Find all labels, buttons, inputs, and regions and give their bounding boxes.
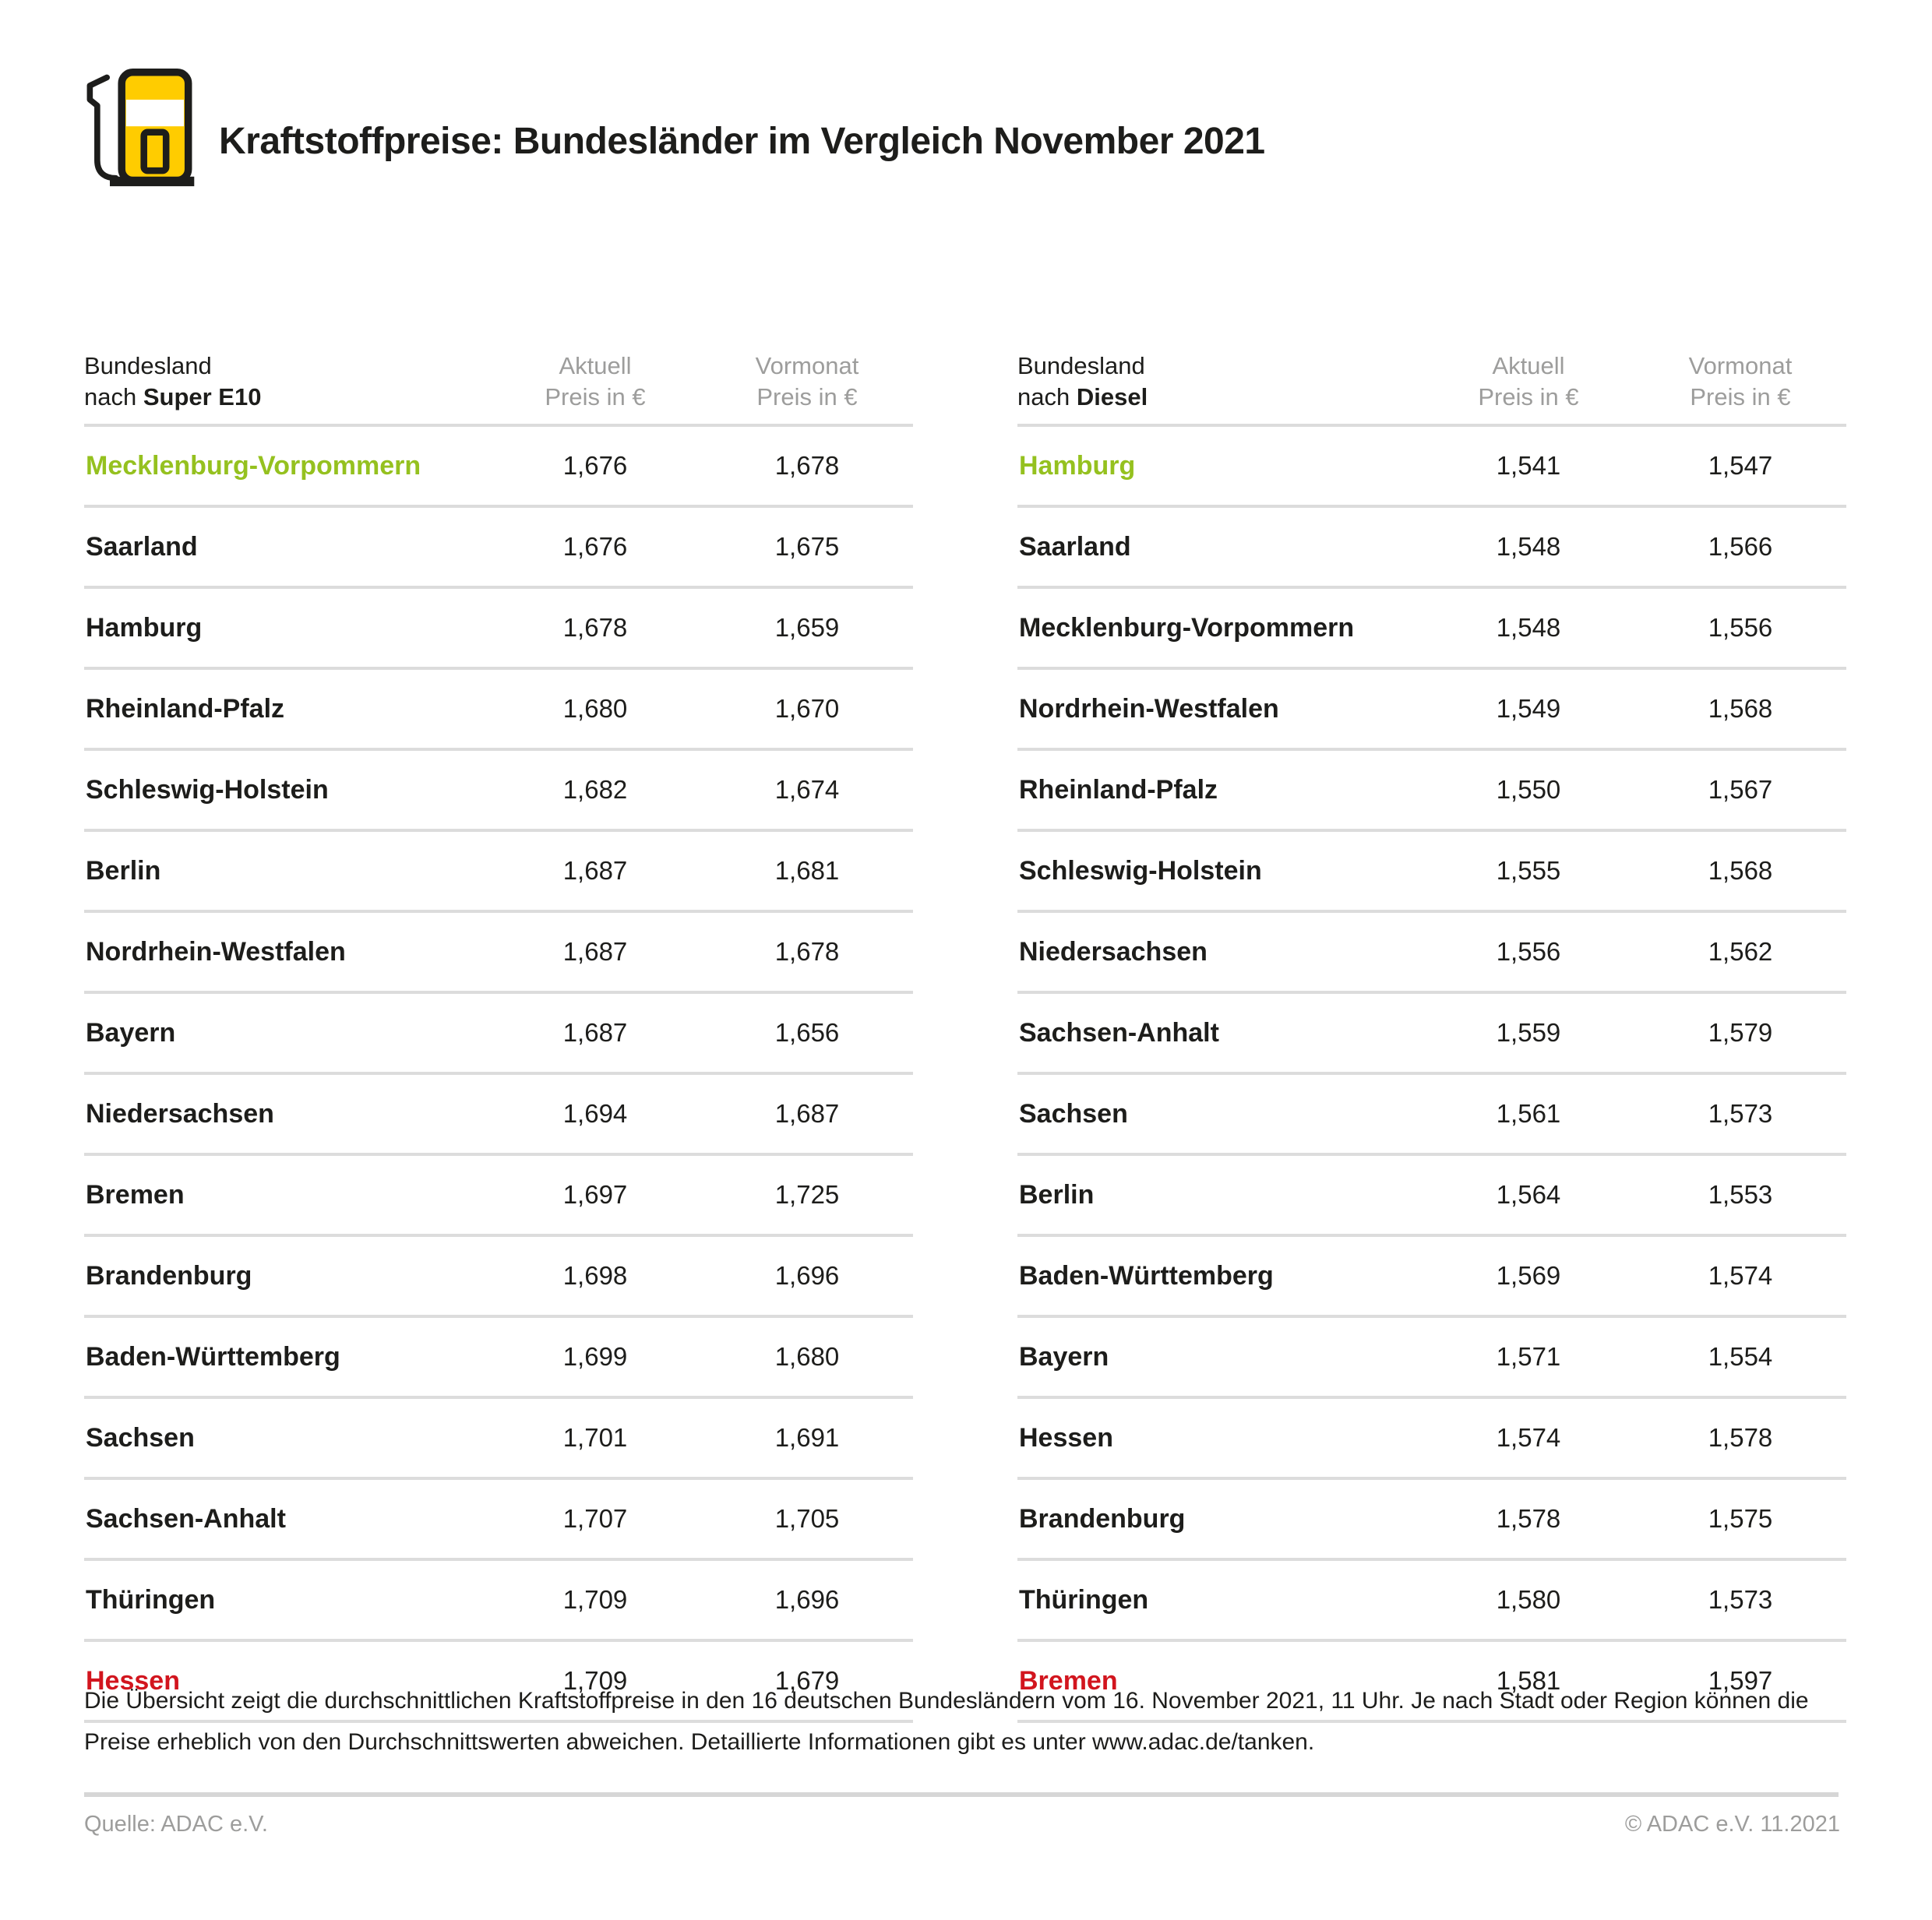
- header-line-2: nach Super E10: [84, 383, 262, 410]
- state-name: Sachsen-Anhalt: [1019, 1017, 1219, 1048]
- column-header-vormonat: Vormonat Preis in €: [1688, 352, 1793, 410]
- state-name: Bayern: [86, 1017, 176, 1048]
- current-price: 1,564: [1496, 1180, 1561, 1209]
- current-price: 1,699: [562, 1342, 628, 1371]
- previous-month-price: 1,659: [774, 613, 840, 642]
- current-price: 1,680: [562, 694, 628, 723]
- column-header-bundesland: [1017, 351, 1423, 413]
- current-price: 1,697: [562, 1180, 628, 1209]
- previous-month-price: 1,556: [1708, 613, 1773, 642]
- table-row: [84, 1237, 913, 1318]
- current-price: 1,694: [562, 1099, 628, 1128]
- previous-month-price: 1,579: [1708, 1018, 1773, 1047]
- source-label: Quelle: ADAC e.V.: [84, 1812, 268, 1837]
- table-row: [1017, 508, 1846, 589]
- previous-month-price: 1,696: [774, 1261, 840, 1290]
- state-name: Rheinland-Pfalz: [1019, 774, 1218, 805]
- table-row: [1017, 1237, 1846, 1318]
- table-header: [1017, 351, 1846, 427]
- previous-month-price: 1,554: [1708, 1342, 1773, 1371]
- current-price: 1,676: [562, 532, 628, 561]
- previous-month-price: 1,574: [1708, 1261, 1773, 1290]
- table-row: [1017, 1156, 1846, 1237]
- state-name: Sachsen-Anhalt: [86, 1503, 286, 1534]
- table-row: [1017, 1075, 1846, 1156]
- current-price: 1,687: [562, 856, 628, 885]
- header-line-2: nach Diesel: [1017, 383, 1148, 410]
- previous-month-price: 1,725: [774, 1180, 840, 1209]
- state-name: Bayern: [1019, 1341, 1109, 1372]
- state-name: Nordrhein-Westfalen: [86, 936, 346, 967]
- state-name: Bremen: [1019, 1665, 1118, 1696]
- previous-month-price: 1,568: [1708, 856, 1773, 885]
- table-row: [1017, 1561, 1846, 1642]
- current-price: 1,550: [1496, 775, 1561, 804]
- footnote-line-2: Preise erheblich von den Durchschnittswerten abweichen. Detaillierte Informationen gibt es unter www.adac.de/tanken.: [84, 1729, 1315, 1755]
- current-price: 1,709: [562, 1585, 628, 1614]
- column-header-aktuell: Aktuell Preis in €: [1478, 352, 1579, 410]
- header-line-1: Bundesland: [84, 352, 212, 379]
- current-price: 1,561: [1496, 1099, 1561, 1128]
- state-name: Bremen: [86, 1179, 185, 1210]
- previous-month-price: 1,656: [774, 1018, 840, 1047]
- table-row: [1017, 1480, 1846, 1561]
- state-name: Sachsen: [1019, 1098, 1128, 1129]
- header: [80, 64, 1265, 193]
- state-name: Hamburg: [86, 612, 203, 643]
- current-price: 1,682: [562, 775, 628, 804]
- previous-month-price: 1,678: [774, 451, 840, 480]
- state-name: Nordrhein-Westfalen: [1019, 693, 1279, 724]
- previous-month-price: 1,573: [1708, 1585, 1773, 1614]
- previous-month-price: 1,670: [774, 694, 840, 723]
- column-header-aktuell: Aktuell Preis in €: [545, 352, 646, 410]
- table-row: [1017, 589, 1846, 670]
- table-row: [1017, 832, 1846, 913]
- table-row: [84, 751, 913, 832]
- table-row: [84, 1075, 913, 1156]
- current-price: 1,701: [562, 1423, 628, 1452]
- current-price: 1,581: [1496, 1666, 1561, 1695]
- state-name: Brandenburg: [86, 1260, 252, 1291]
- state-name: Berlin: [86, 855, 161, 886]
- previous-month-price: 1,562: [1708, 937, 1773, 966]
- previous-month-price: 1,578: [1708, 1423, 1773, 1452]
- copyright-label: © ADAC e.V. 11.2021: [1624, 1812, 1840, 1837]
- current-price: 1,580: [1496, 1585, 1561, 1614]
- current-price: 1,678: [562, 613, 628, 642]
- current-price: 1,574: [1496, 1423, 1561, 1452]
- current-price: 1,687: [562, 937, 628, 966]
- table-super-e10: [84, 351, 913, 1723]
- state-name: Mecklenburg-Vorpommern: [86, 450, 421, 481]
- table-row: [1017, 1318, 1846, 1399]
- table-body: [1017, 427, 1846, 1723]
- previous-month-price: 1,705: [774, 1504, 840, 1533]
- previous-month-price: 1,696: [774, 1585, 840, 1614]
- table-row: [84, 670, 913, 751]
- state-name: Hamburg: [1019, 450, 1136, 481]
- previous-month-price: 1,674: [774, 775, 840, 804]
- fuel-pump-icon: [80, 64, 199, 193]
- table-row: [84, 427, 913, 508]
- previous-month-price: 1,675: [774, 532, 840, 561]
- state-name: Sachsen: [86, 1422, 195, 1453]
- state-name: Schleswig-Holstein: [1019, 855, 1262, 886]
- previous-month-price: 1,678: [774, 937, 840, 966]
- state-name: Hessen: [1019, 1422, 1113, 1453]
- table-row: [84, 1399, 913, 1480]
- state-name: Rheinland-Pfalz: [86, 693, 285, 724]
- state-name: Saarland: [1019, 531, 1131, 562]
- table-row: [1017, 751, 1846, 832]
- previous-month-price: 1,573: [1708, 1099, 1773, 1128]
- previous-month-price: 1,566: [1708, 532, 1773, 561]
- current-price: 1,698: [562, 1261, 628, 1290]
- table-row: [1017, 427, 1846, 508]
- previous-month-price: 1,553: [1708, 1180, 1773, 1209]
- table-row: [84, 994, 913, 1075]
- previous-month-price: 1,568: [1708, 694, 1773, 723]
- footnote-line-1: Die Übersicht zeigt die durchschnittlichen Kraftstoffpreise in den 16 deutschen Bundesländern vom 16. November 2021, 11 Uhr. Je nach Stadt oder Region können die: [84, 1688, 1809, 1714]
- table-header: [84, 351, 913, 427]
- state-name: Hessen: [86, 1665, 180, 1696]
- state-name: Mecklenburg-Vorpommern: [1019, 612, 1355, 643]
- table-row: [1017, 994, 1846, 1075]
- footer-divider: [84, 1792, 1839, 1797]
- state-name: Niedersachsen: [86, 1098, 274, 1129]
- state-name: Schleswig-Holstein: [86, 774, 329, 805]
- previous-month-price: 1,679: [774, 1666, 840, 1695]
- current-price: 1,569: [1496, 1261, 1561, 1290]
- current-price: 1,556: [1496, 937, 1561, 966]
- current-price: 1,707: [562, 1504, 628, 1533]
- column-header-bundesland: [84, 351, 489, 413]
- previous-month-price: 1,681: [774, 856, 840, 885]
- current-price: 1,571: [1496, 1342, 1561, 1371]
- previous-month-price: 1,597: [1708, 1666, 1773, 1695]
- column-header-vormonat: Vormonat Preis in €: [755, 352, 859, 410]
- previous-month-price: 1,687: [774, 1099, 840, 1128]
- table-row: [1017, 670, 1846, 751]
- state-name: Niedersachsen: [1019, 936, 1208, 967]
- header-line-1: Bundesland: [1017, 352, 1145, 379]
- state-name: Berlin: [1019, 1179, 1095, 1210]
- current-price: 1,548: [1496, 532, 1561, 561]
- state-name: Thüringen: [86, 1584, 216, 1615]
- table-row: [84, 913, 913, 994]
- table-diesel: [1017, 351, 1846, 1723]
- table-body: [84, 427, 913, 1723]
- state-name: Saarland: [86, 531, 198, 562]
- page-title: Kraftstoffpreise: Bundesländer im Vergleich November 2021: [219, 121, 1265, 162]
- previous-month-price: 1,567: [1708, 775, 1773, 804]
- fuel-type-label: Diesel: [1076, 383, 1148, 410]
- state-name: Baden-Württemberg: [86, 1341, 340, 1372]
- current-price: 1,555: [1496, 856, 1561, 885]
- current-price: 1,709: [562, 1666, 628, 1695]
- table-row: [84, 1318, 913, 1399]
- current-price: 1,548: [1496, 613, 1561, 642]
- table-row: [84, 589, 913, 670]
- state-name: Thüringen: [1019, 1584, 1149, 1615]
- table-row: [84, 1561, 913, 1642]
- table-row: [84, 1156, 913, 1237]
- fuel-type-label: Super E10: [143, 383, 262, 410]
- table-row: [84, 832, 913, 913]
- table-row: [84, 1480, 913, 1561]
- table-row: [1017, 1399, 1846, 1480]
- previous-month-price: 1,575: [1708, 1504, 1773, 1533]
- current-price: 1,549: [1496, 694, 1561, 723]
- table-row: [84, 508, 913, 589]
- previous-month-price: 1,547: [1708, 451, 1773, 480]
- footnote: [84, 1680, 1846, 1763]
- current-price: 1,559: [1496, 1018, 1561, 1047]
- state-name: Baden-Württemberg: [1019, 1260, 1274, 1291]
- table-row: [1017, 913, 1846, 994]
- previous-month-price: 1,680: [774, 1342, 840, 1371]
- tables-area: [84, 351, 1846, 1723]
- previous-month-price: 1,691: [774, 1423, 840, 1452]
- current-price: 1,578: [1496, 1504, 1561, 1533]
- current-price: 1,541: [1496, 451, 1561, 480]
- state-name: Brandenburg: [1019, 1503, 1186, 1534]
- current-price: 1,676: [562, 451, 628, 480]
- current-price: 1,687: [562, 1018, 628, 1047]
